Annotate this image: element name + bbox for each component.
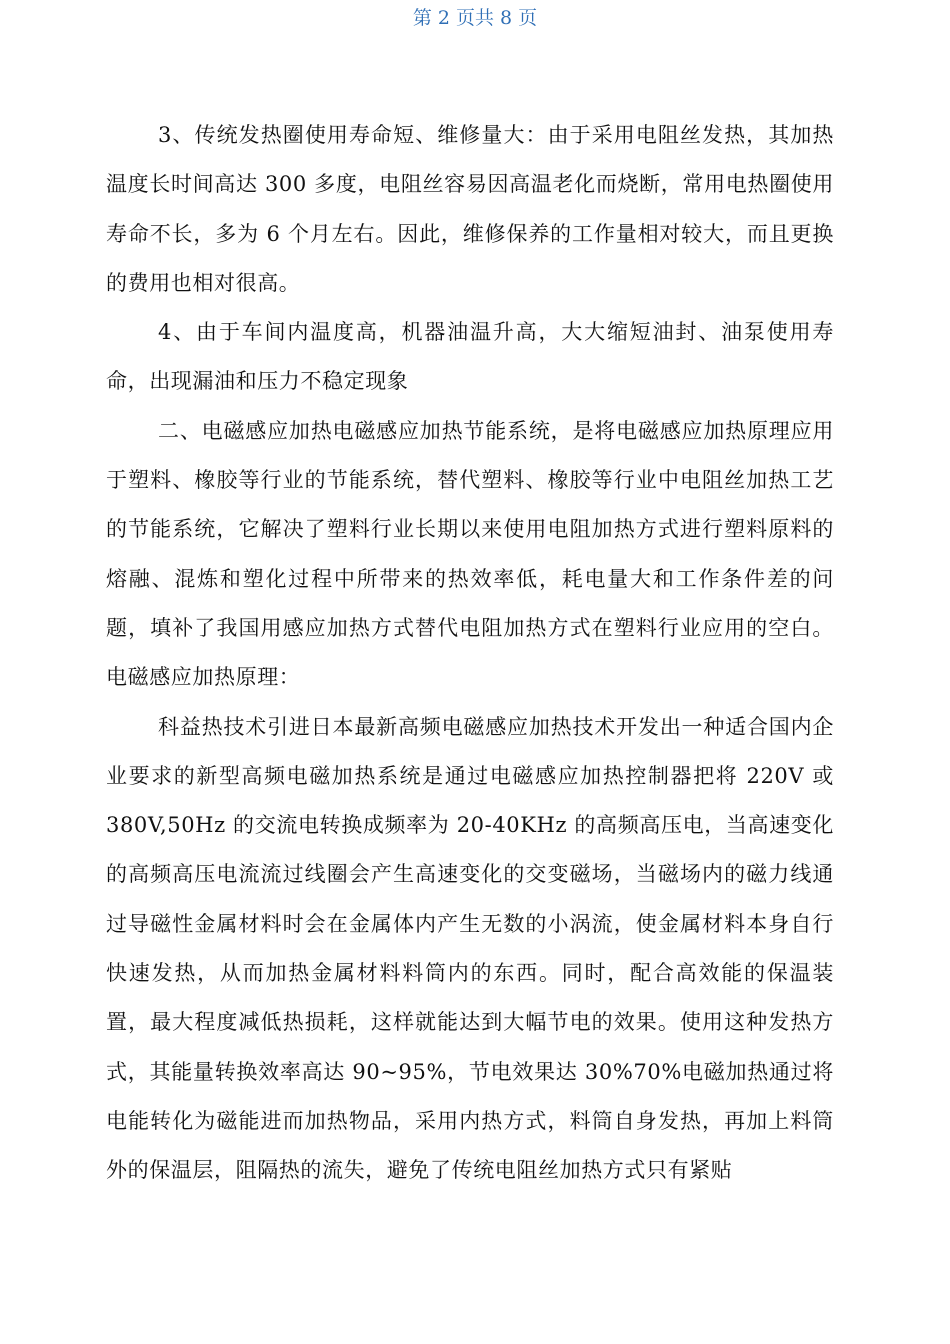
paragraph-oil-temperature: 4、由于车间内温度高，机器油温升高，大大缩短油封、油泵使用寿命，出现漏油和压力不稳定现象 <box>106 320 834 394</box>
paragraph-induction-principle: 科益热技术引进日本最新高频电磁感应加热技术开发出一种适合国内企业要求的新型高频电磁加热系统是通过电磁感应加热控制器把将 220V 或 380V,50Hz 的交流电转换成频率为 20-40KHz 的高频高压电，当高速变化的高频高压电流流过线圈会产生高速变化的交变磁场，当磁场内的磁力线通过导磁性金属材料时会在金属体内产生无数的小涡流，使金属材料本身自行快速发热，从而加热金属材料料筒内的东西。同时，配合高效能的保温装置，最大程度减低热损耗，这样就能达到大幅节电的效果。使用这种发热方式，其能量转换效率高达 90~95%，节电效果达 30%70%电磁加热通过将电能转化为磁能进而加热物品，采用内热方式，料筒自身发热，再加上料筒外的保温层，阻隔热的流失，避免了传统电阻丝加热方式只有紧贴 <box>106 714 834 1183</box>
paragraph-induction-system: 二、电磁感应加热电磁感应加热节能系统，是将电磁感应加热原理应用于塑料、橡胶等行业的节能系统，替代塑料、橡胶等行业中电阻丝加热工艺的节能系统，它解决了塑料行业长期以来使用电阻加热方式进行塑料原料的熔融、混炼和塑化过程中所带来的热效率低，耗电量大和工作条件差的问题，填补了我国用感应加热方式替代电阻加热方式在塑料行业应用的空白。电磁感应加热原理： <box>106 418 834 690</box>
document-body <box>106 111 834 1196</box>
page-indicator: 第 2 页共 8 页 <box>412 7 538 29</box>
paragraph-heating-coil-lifespan: 3、传统发热圈使用寿命短、维修量大：由于采用电阻丝发热，其加热温度长时间高达 300 多度，电阻丝容易因高温老化而烧断，常用电热圈使用寿命不长，多为 6 个月左右。因此，维修保养的工作量相对较大，而且更换的费用也相对很高。 <box>106 123 834 295</box>
